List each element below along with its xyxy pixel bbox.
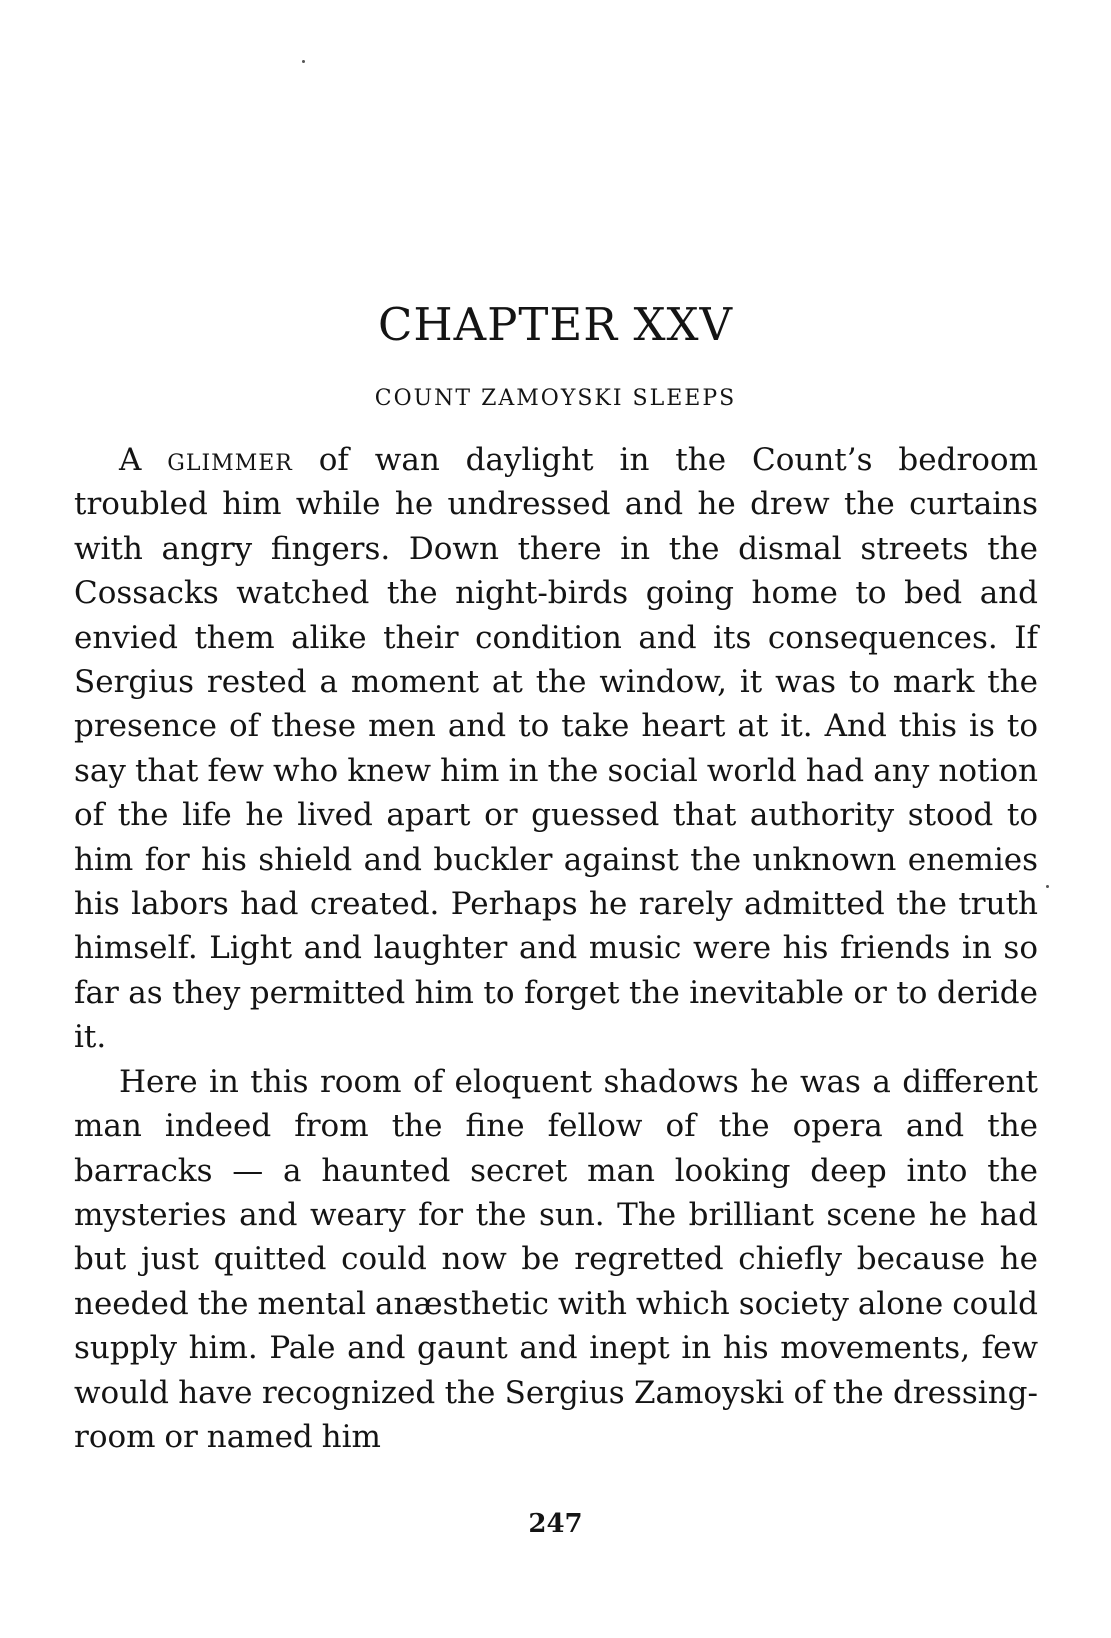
paragraph-2	[74, 1060, 1038, 1460]
page-number: 247	[528, 1509, 583, 1539]
paragraph-2-text: Here in this room of eloquent shadows he was a different man indeed from the fine fellow of the opera and the barracks — a haunted secret man looking deep into the mysteries and weary for the sun. The brilliant scene he had but just quitted could now be regretted chiefly because he needed the mental anæsthetic with which society alone could supply him. Pale and gaunt and inept in his movements, few would have recognized the Sergius Zamoyski of the dressing-room or named him	[74, 1063, 1038, 1455]
paragraph-1-initial: A	[119, 442, 168, 478]
chapter-body	[74, 438, 1038, 1459]
chapter-subtitle: COUNT ZAMOYSKI SLEEPS	[374, 386, 737, 411]
paragraph-1-smallcaps-lead: glimmer	[167, 442, 293, 478]
chapter-title: CHAPTER XXV	[377, 298, 734, 351]
paragraph-1	[74, 438, 1038, 1060]
paragraph-1-text: of wan daylight in the Count’s bedroom troubled him while he undressed and he drew the curtains with angry fingers. Down there in the dismal streets the Cossacks watched the night-birds going home to bed and envied them alike their condition and its consequences. If Sergius rested a moment at the window, it was to mark the presence of these men and to take heart at it. And this is to say that few who knew him in the social world had any notion of the life he lived apart or guessed that authority stood to him for his shield and buckler against the unknown enemies his labors had created. Perhaps he rarely admitted the truth himself. Light and laughter and music were his friends in so far as they permitted him to forget the inevitable or to deride it.	[74, 442, 1038, 1056]
print-speck	[302, 60, 305, 63]
print-speck	[1046, 885, 1049, 888]
